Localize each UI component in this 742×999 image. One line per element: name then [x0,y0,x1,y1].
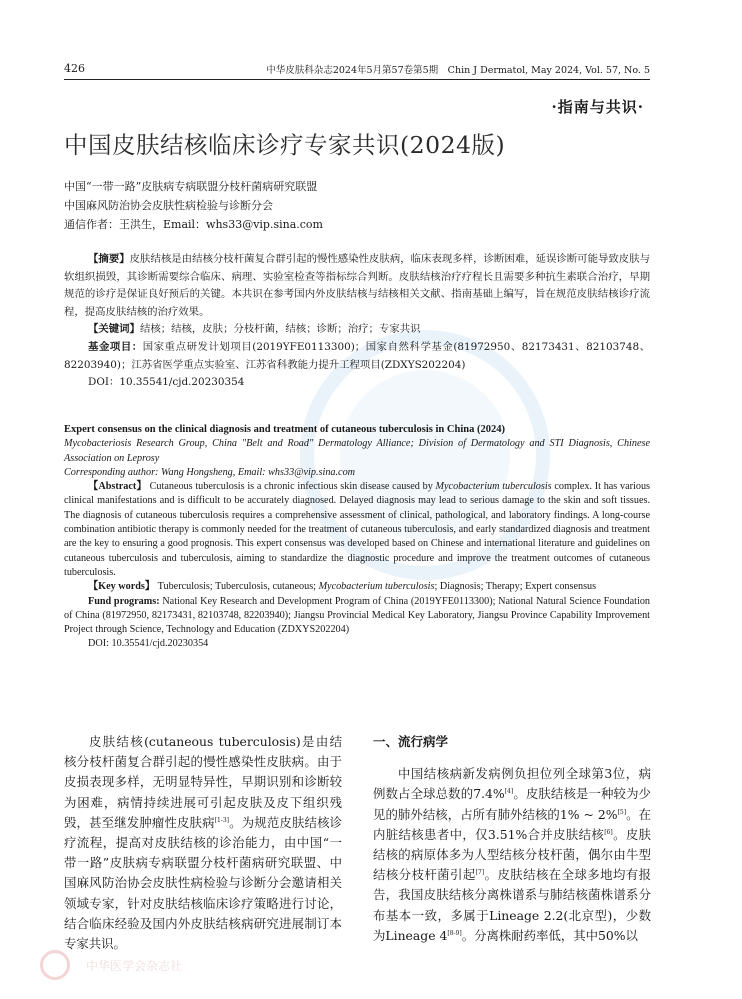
english-keywords-text-cont: ; Diagnosis; Therapy; Expert consensus [434,581,597,593]
publisher-watermark-text: 中华医学会杂志社 [86,958,183,973]
keywords-text: 结核；结核，皮肤；分枝杆菌，结核；诊断；治疗；专家共识 [139,323,421,336]
abstract-label: 【摘要】 [88,253,130,265]
author-line: 中国“一带一路”皮肤病专病联盟分枝杆菌病研究联盟 [64,180,318,193]
page-number: 426 [64,62,85,75]
english-abstract-label: 【Abstract】 [88,481,147,493]
running-head: 中华皮肤科杂志2024年5月第57卷第5期 Chin J Dermatol, May 2024, Vol. 57, No. 5 [266,65,650,76]
english-abstract-italic: Mycobacterium tuberculosis [435,481,552,493]
body-text: 。皮肤结核是一种较为少见的肺外结核，占所有肺外结核的1% ~ 2% [373,786,652,822]
body-text: 中国结核病新发病例负担位列全球第3位，病例数占全球总数的7.4% [373,766,651,802]
citation: [8-9] [447,929,462,937]
keywords-label: 【关键词】 [88,323,140,336]
citation: [5] [617,808,627,816]
body-text: 。分离株耐药率低，其中50%以 [461,927,638,943]
chinese-abstract [64,251,650,392]
doi: DOI：10.35541/cjd.20230354 [88,376,245,389]
section-tag: ·指南与共识· [551,98,644,116]
english-title: Expert consensus on the clinical diagnosis and treatment of cutaneous tuberculosis in China (2024) [64,424,505,435]
english-keywords-label: 【Key words】 [88,581,156,593]
english-abstract-text: Cutaneous tuberculosis is a chronic infectious skin disease caused by [149,481,436,493]
body-left-column [64,732,342,954]
section-heading: 一、流行病学 [373,734,449,749]
body-text: 。皮肤结核在全球多地均有报告，我国皮肤结核分离株谱系与肺结核菌株谱系分布基本一致，多属于Lineage 2.2(北京型)，少数为Lineage 4 [373,867,652,943]
english-keywords-italic: Mycobacterium tuberculosis [318,581,435,593]
body-text: 。在内脏结核患者中，仅3.51%合并皮肤结核 [373,806,652,842]
citation: [4] [504,788,514,796]
abstract-text: 皮肤结核是由结核分枝杆菌复合群引起的慢性感染性皮肤病，临床表现多样，诊断困难，延误诊断可能导致皮肤与软组织损毁，其诊断需要综合临床、病理、实验室检查等指标综合判断。皮肤结核治疗疗程长且需要多种抗生素联合治疗，早期规范的诊疗是保证良好预后的关键。本共识在参考国内外皮肤结核与结核相关文献、指南基础上编写，旨在规范皮肤结核诊疗流程，提高皮肤结核的治疗效果。 [64,253,651,318]
author-line: 中国麻风防治协会皮肤性病检验与诊断分会 [64,199,273,212]
fund-label: 基金项目： [88,340,143,353]
body-text: 皮肤结核(cutaneous tuberculosis)是由结核分枝杆菌复合群引起的慢性感染性皮肤病。由于皮损表现多样，无明显特异性，早期识别和诊断较为困难，病情持续进展可引起皮肤及皮下组织残毁，甚至继发肿瘤性皮肤病 [64,734,342,830]
english-group: Mycobacteriosis Research Group, China "Belt and Road" Dermatology Alliance; Division of Dermatology and STI Diagnosis, Chinese Association on Leprosy [64,438,650,464]
publisher-logo-icon [40,950,70,980]
english-fund-label: Fund programs: [88,595,160,607]
body-text: 。皮肤结核的病原体多为人型结核分枝杆菌，偶尔由牛型结核分枝杆菌引起 [373,826,651,883]
english-keywords-text: Tuberculosis; Tuberculosis, cutaneous; [157,581,319,593]
body-right-column [373,732,651,946]
corresponding-author: 通信作者：王洪生，Email：whs33@vip.sina.com [64,218,323,231]
fund-text: 国家重点研发计划项目(2019YFE0113300)；国家自然科学基金(81972950、82173431、82103748、82203940)；江苏省医学重点实验室、江苏省科教能力提升工程项目(ZDXYS202204) [64,340,650,371]
english-doi: DOI: 10.35541/cjd.20230354 [88,638,209,650]
english-abstract-text-cont: complex. It has various clinical manifestations and is difficult to be accurately diagnosed. Delayed diagnosis may lead to serious damage to the skin and soft tissues. The diagnosis of cutaneous tuberculosis requires a comprehensive assessment of clinical, pathological, and laboratory findings. A long-course combination antibiotic therapy is commonly needed for the treatment of cutaneous tuberculosis, and early standardized diagnosis and treatment are the key to ensuring a good prognosis. This expert consensus was developed based on Chinese and international literature and guidelines on cutaneous tuberculosis and tuberculosis, aiming to standardize the diagnostic procedure and improve the treatment outcomes of cutaneous tuberculosis. [64,481,651,578]
english-fund-text: National Key Research and Development Program of China (2019YFE0113300); National Natural Science Foundation of China (81972950, 82173431, 82103748, 82203940); Jiangsu Provincial Medical Key Laboratory, Jiangsu Province Capability Improvement Project through Science, Technology and Education (ZDXYS202204) [64,595,651,636]
author-block [64,177,323,234]
citation: [6] [604,828,613,836]
article-title: 中国皮肤结核临床诊疗专家共识(2024版) [64,131,506,159]
english-abstract [64,423,650,652]
header-rule [64,79,650,80]
english-corresponding: Corresponding author: Wang Hongsheng, Email: whs33@vip.sina.com [64,466,356,478]
publisher-watermark [40,945,480,985]
body-text: 。为规范皮肤结核诊疗流程，提高对皮肤结核的诊治能力，由中国“一带一路”皮肤病专病联盟分枝杆菌病研究联盟、中国麻风防治协会皮肤性病检验与诊断分会邀请相关领域专家，针对皮肤结核临床诊疗策略进行讨论，结合临床经验及国内外皮肤结核病研究进展制订本专家共识。 [64,814,343,952]
citation: [1-3] [214,816,230,824]
citation: [7] [475,869,485,877]
